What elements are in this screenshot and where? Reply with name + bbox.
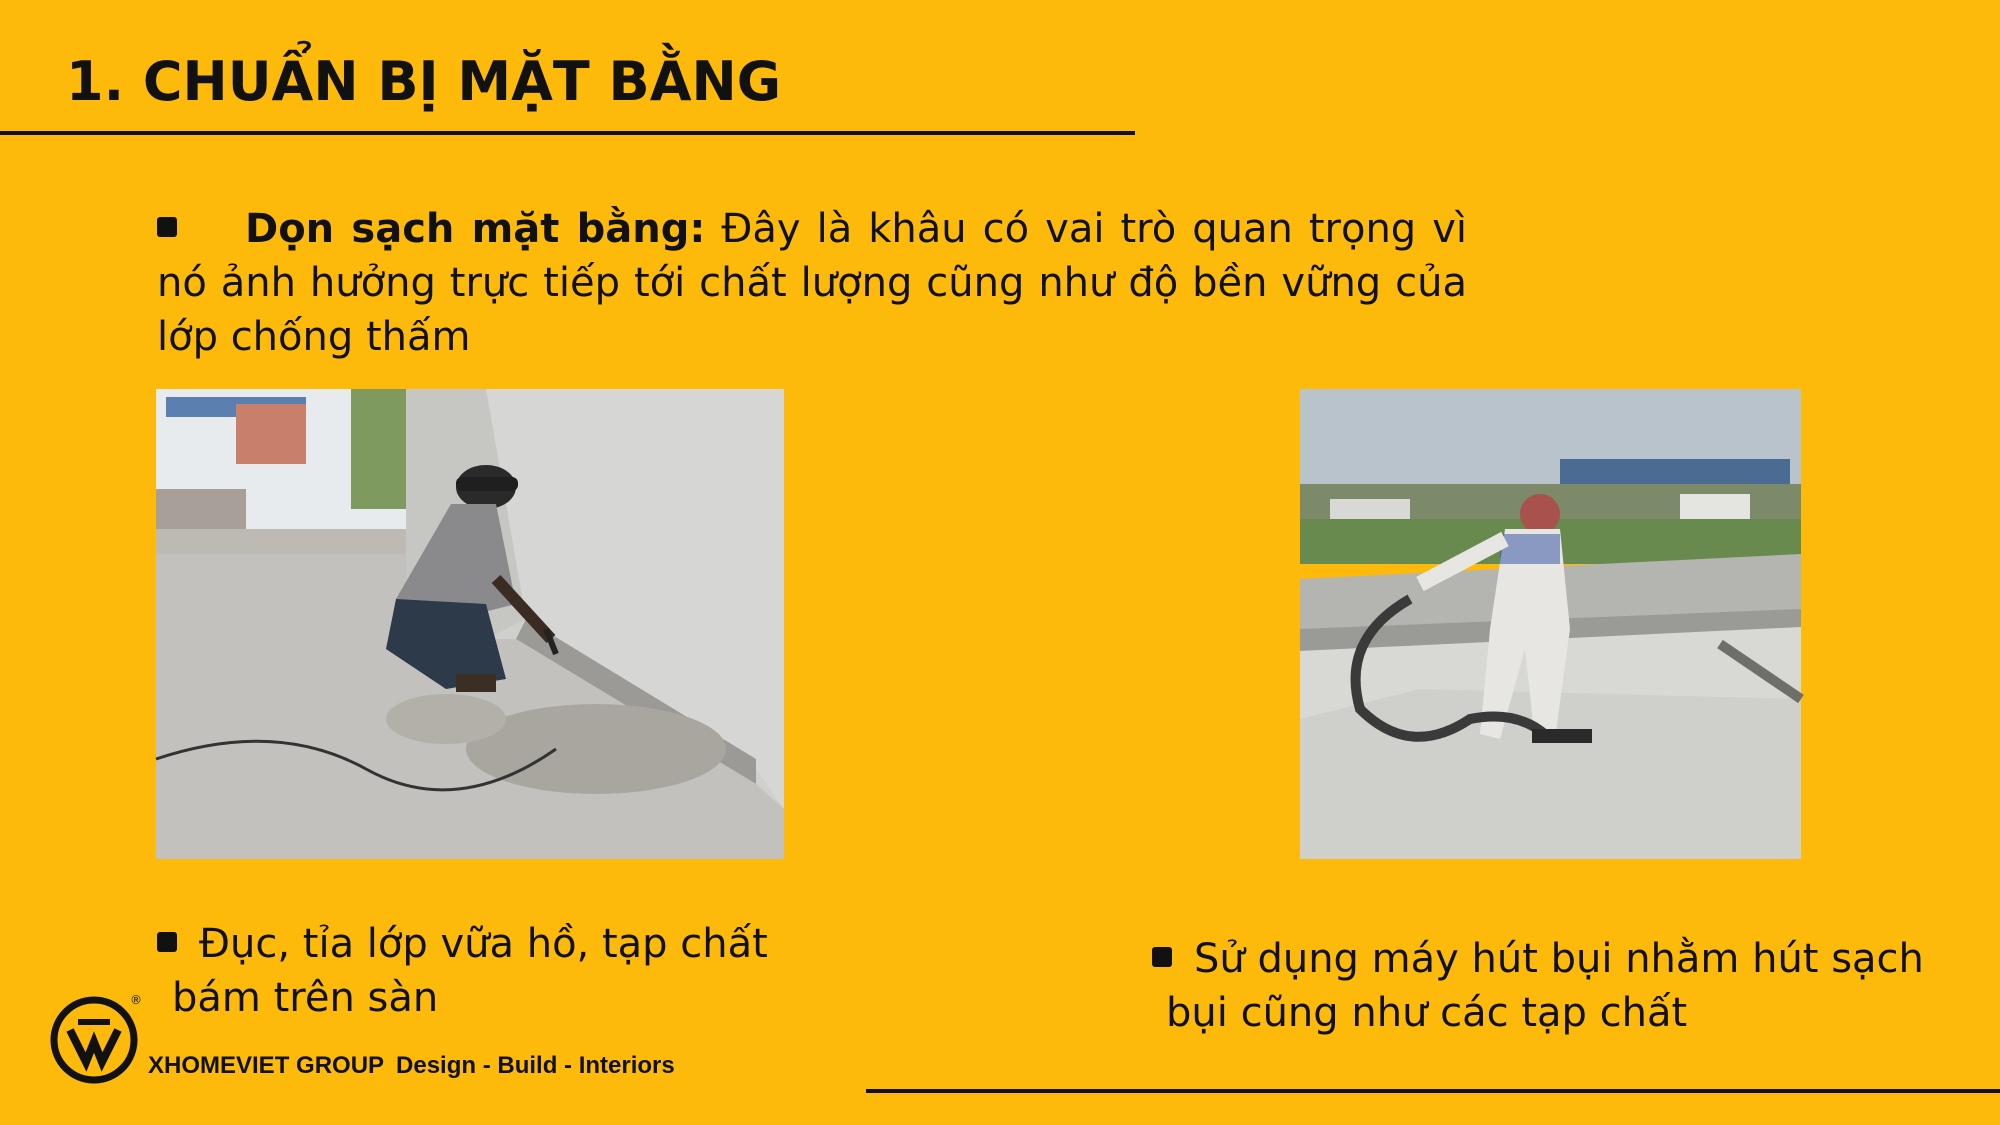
worker-vacuuming-rooftop-photo <box>1300 389 1801 859</box>
footer-brand <box>148 1052 675 1080</box>
caption-right-line2: bụi cũng như các tạp chất <box>1166 990 1688 1036</box>
caption-left <box>157 917 857 1025</box>
intro-paragraph <box>157 202 1467 364</box>
caption-right-line1: Sử dụng máy hút bụi nhằm hút sạch <box>1194 936 1924 982</box>
worker-chiseling-floor-photo <box>156 389 784 859</box>
title-underline <box>0 131 1135 135</box>
intro-bold-label: Dọn sạch mặt bằng: <box>245 206 706 252</box>
bullet-square-icon <box>157 932 177 952</box>
caption-left-line1: Đục, tỉa lớp vữa hồ, tạp chất <box>199 921 768 967</box>
slide-title: 1. CHUẨN BỊ MẶT BẰNG <box>66 50 782 113</box>
bullet-square-icon <box>157 217 177 237</box>
xhomeviet-logo-icon <box>48 990 140 1082</box>
caption-right <box>1152 932 1952 1040</box>
brand-name: XHOMEVIET GROUP <box>148 1052 385 1079</box>
registered-mark: ® <box>130 993 142 1007</box>
brand-tagline: Design - Build - Interiors <box>396 1052 675 1079</box>
intro-text: Đây là khâu có vai trò quan trọng vì nó ảnh hưởng trực tiếp tới chất lượng cũng như độ bền vững của lớp chống thấm <box>157 206 1467 360</box>
bullet-square-icon <box>1152 947 1172 967</box>
caption-left-line2: bám trên sàn <box>172 975 439 1021</box>
bottom-divider <box>866 1089 2000 1093</box>
